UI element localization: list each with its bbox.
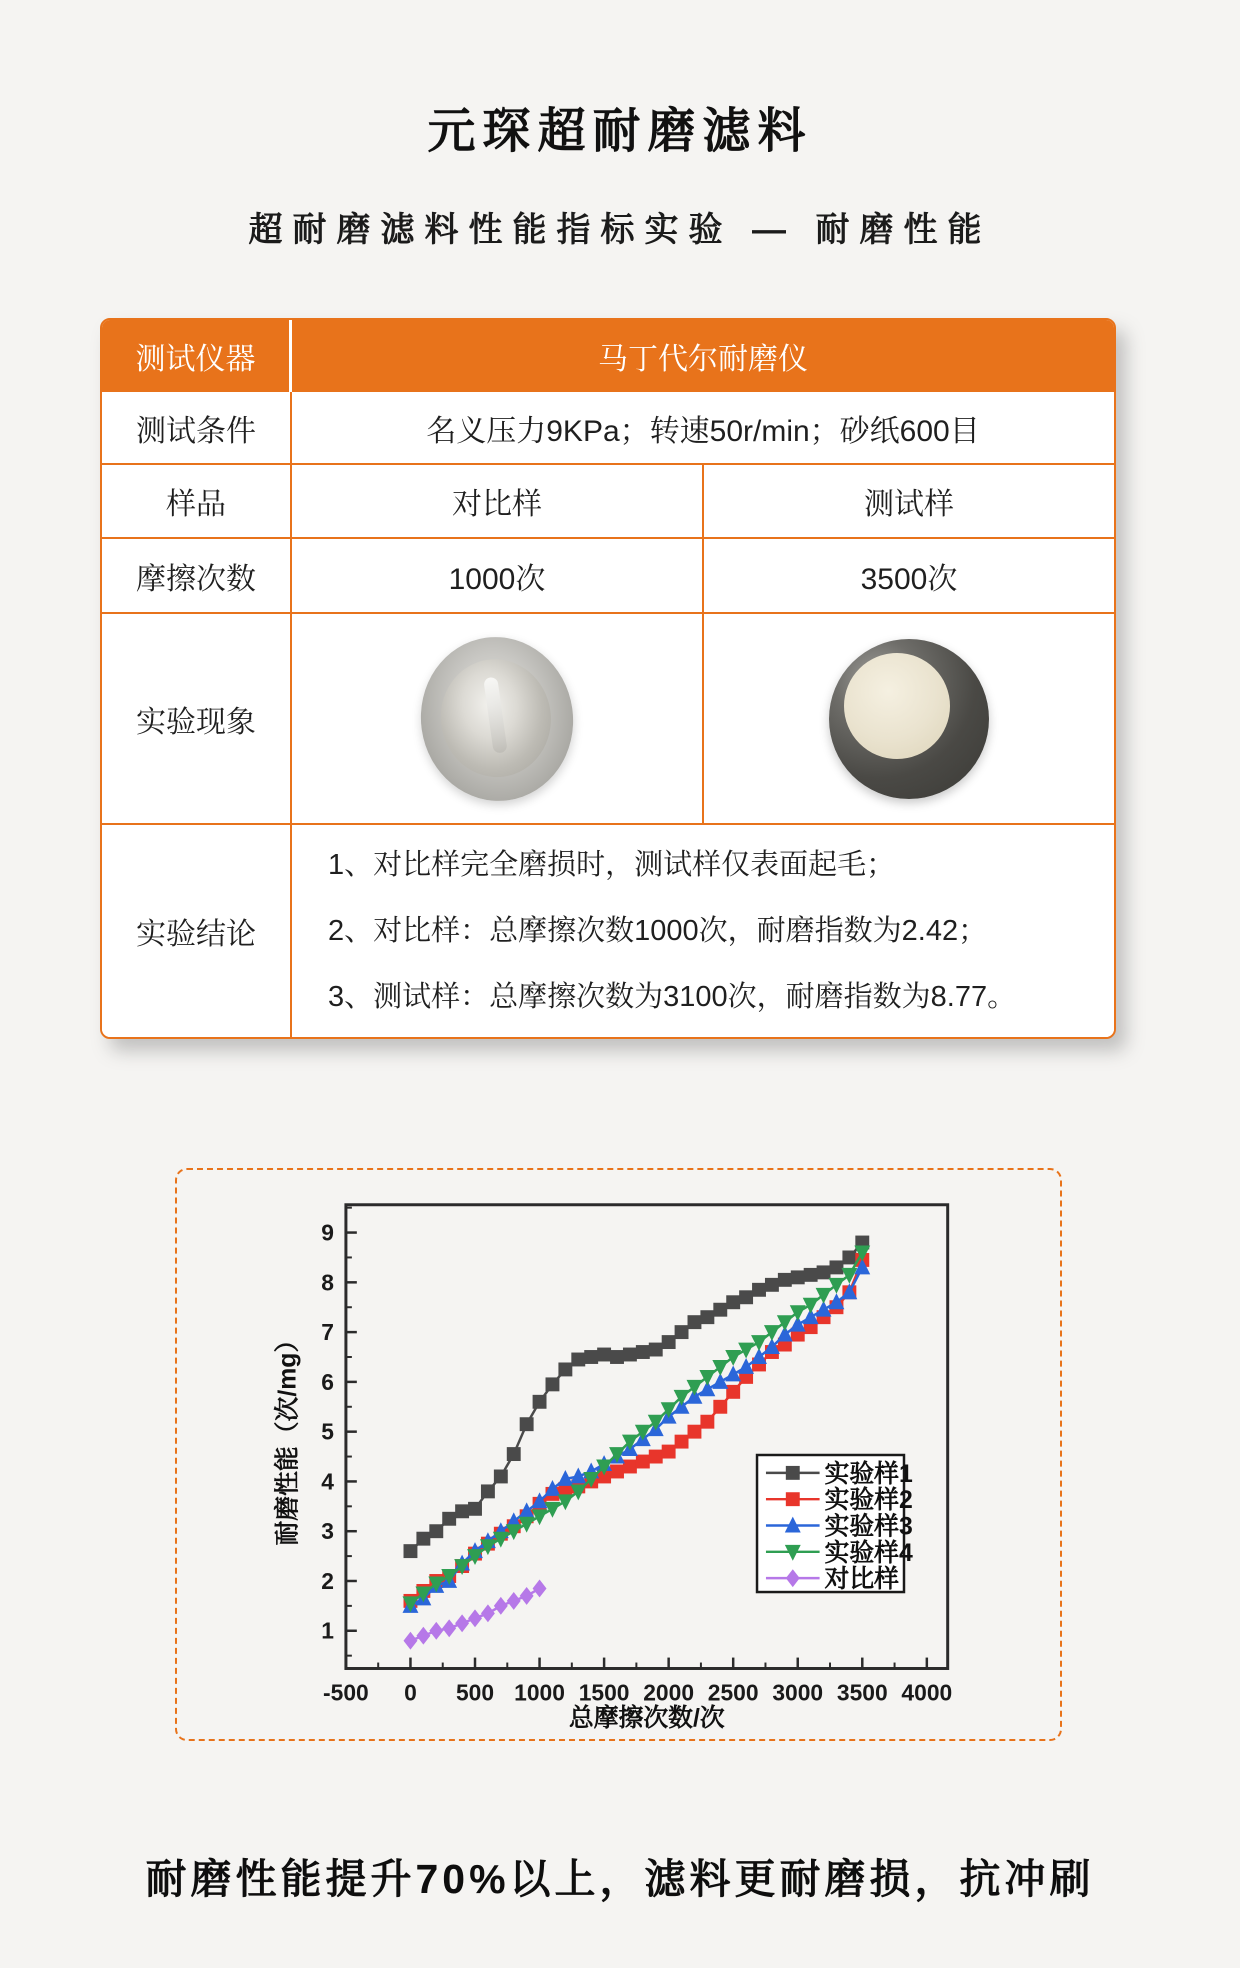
svg-text:-500: -500 [323,1679,369,1706]
table-cell-phenomenon-compare [292,614,704,825]
table-cell-cycles-label: 摩擦次数 [102,539,292,614]
svg-text:实验样1: 实验样1 [824,1460,913,1488]
page-footer: 耐磨性能提升70%以上，滤料更耐磨损，抗冲刷 [145,1856,1095,1902]
table-cell-conclusion-value [292,825,1114,1037]
table-cell-condition-value: 名义压力9KPa；转速50r/min；砂纸600目 [292,392,1114,465]
conclusion-line-2: 2、对比样：总摩擦次数1000次，耐磨指数为2.42； [328,915,988,947]
table-cell-conclusion-label: 实验结论 [102,825,292,1037]
table-cell-phenomenon-test [704,614,1114,825]
svg-text:1000: 1000 [514,1679,565,1706]
chart-panel [175,1168,1062,1741]
svg-text:500: 500 [455,1679,495,1706]
svg-text:4: 4 [321,1468,334,1495]
svg-text:对比样: 对比样 [824,1566,899,1594]
page-subtitle: 超耐磨滤料性能指标实验 — 耐磨性能 [248,211,992,249]
svg-text:1500: 1500 [578,1679,630,1706]
table-cell-cycles-test: 3500次 [704,539,1114,614]
svg-text:实验样3: 实验样3 [824,1513,913,1541]
svg-text:7: 7 [321,1319,334,1346]
conclusion-line-1: 1、对比样完全磨损时，测试样仅表面起毛； [328,849,896,881]
table-cell-instrument-value: 马丁代尔耐磨仪 [292,320,1114,392]
svg-text:0: 0 [404,1679,417,1706]
svg-text:8: 8 [321,1269,334,1296]
table-cell-instrument-label: 测试仪器 [102,320,292,392]
table-cell-cycles-compare: 1000次 [292,539,704,614]
svg-text:4000: 4000 [901,1679,953,1706]
performance-chart [177,1170,1060,1739]
worn-sample-photo [410,627,583,811]
svg-text:2: 2 [321,1567,334,1594]
svg-text:3: 3 [321,1518,334,1545]
svg-text:2000: 2000 [643,1679,695,1706]
table-cell-sample-compare: 对比样 [292,465,704,539]
svg-text:3000: 3000 [772,1679,824,1706]
svg-text:1: 1 [321,1617,334,1644]
y-axis-label: 耐磨性能（次/mg） [274,1327,302,1546]
svg-text:2500: 2500 [707,1679,759,1706]
svg-text:3500: 3500 [836,1679,888,1706]
svg-text:5: 5 [321,1418,334,1445]
performance-table [100,318,1116,1039]
conclusion-line-3: 3、测试样：总摩擦次数为3100次，耐磨指数为8.77。 [328,981,1017,1013]
chart-legend [757,1455,913,1593]
svg-text:实验样4: 实验样4 [824,1539,913,1567]
table-cell-sample-label: 样品 [102,465,292,539]
svg-text:实验样2: 实验样2 [824,1487,913,1515]
table-cell-condition-label: 测试条件 [102,392,292,465]
table-cell-phenomenon-label: 实验现象 [102,614,292,825]
x-axis-label: 总摩擦次数/次 [568,1705,725,1733]
svg-text:9: 9 [321,1219,334,1246]
svg-text:6: 6 [321,1368,334,1395]
table-cell-sample-test: 测试样 [704,465,1114,539]
intact-sample-photo [829,639,989,799]
page-title: 元琛超耐磨滤料 [427,105,813,158]
